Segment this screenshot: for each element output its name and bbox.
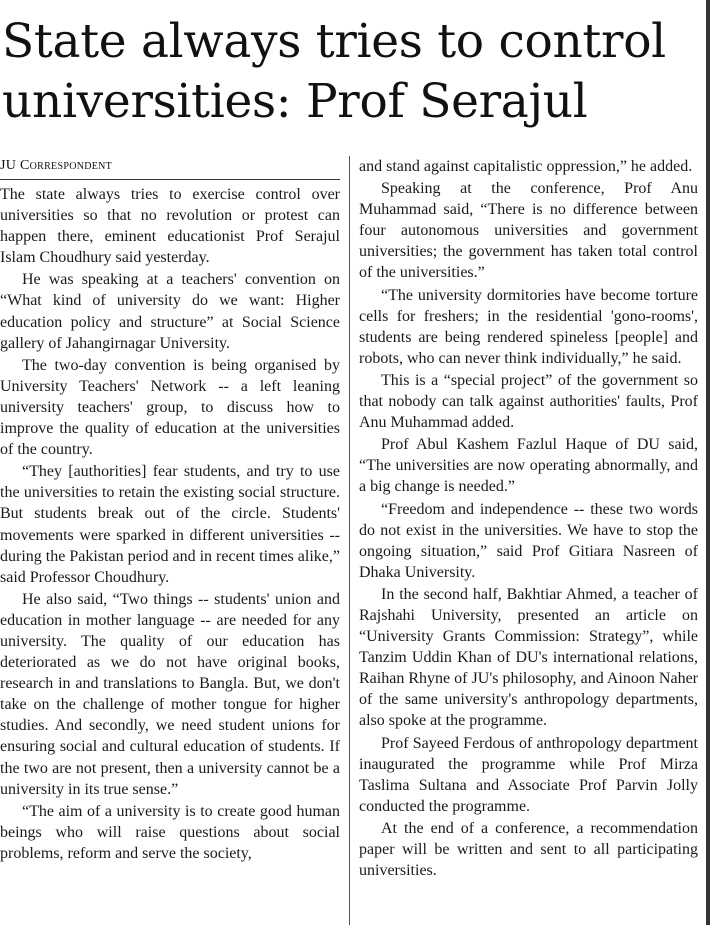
article-column-2: [359, 156, 698, 925]
paragraph: and stand against capitalistic oppression,” he added.: [359, 158, 693, 175]
byline: JU Correspondent: [0, 156, 340, 180]
headline: State always tries to control universities: Prof Serajul: [2, 14, 666, 129]
page-edge: [706, 0, 710, 925]
paragraph: The state always tries to exercise control over universities so that no revolution or protest can happen there, eminent educationist Prof Serajul Islam Choudhury said yesterday.: [0, 186, 340, 267]
paragraph: Prof Abul Kashem Fazlul Haque of DU said, “The universities are now operating abnormally, and a big change is needed.”: [359, 436, 698, 496]
paragraph: This is a “special project” of the government so that nobody can talk against authorities' faults, Prof Anu Muhammad added.: [359, 371, 698, 432]
article-column-1: [0, 156, 340, 925]
paragraph: “The university dormitories have become torture cells for freshers; in the residential 'gono-rooms', students are being rendered spineless [people] and robots, who can never think individually,” he said.: [359, 286, 698, 367]
paragraph: “They [authorities] fear students, and try to use the universities to retain the existing social structure. But students break out of the circle. Students' movements were sparked in different universities -- during the Pakistan period and in recent times alike,” said Professor Choudhury.: [0, 463, 340, 586]
paragraph: At the end of a conference, a recommendation paper will be written and sent to all participating universities.: [359, 819, 698, 880]
paragraph: The two-day convention is being organised by University Teachers' Network -- a left leaning university teachers' group, to discuss how to improve the quality of education at the universities of the country.: [0, 356, 340, 459]
paragraph: In the second half, Bakhtiar Ahmed, a teacher of Rajshahi University, presented an article on “University Grants Commission: Strategy”, while Tanzim Uddin Khan of DU's international relations, Raihan Rhyne of JU's philosophy, and Ainoon Naher of the same university's anthropology departments, also spoke at the programme.: [359, 585, 698, 730]
paragraph: Speaking at the conference, Prof Anu Muhammad said, “There is no difference between four autonomous universities and government universities; the government has taken total control of the universities.”: [359, 180, 698, 282]
paragraph: He also said, “Two things -- students' union and education in mother language -- are needed for any university. The quality of our education has deteriorated as we do not have original books, research in and translations to Bangla. But, we don't take on the challenge of mother tongue for higher studies. And secondly, we need student unions for ensuring social and cultural education of students. If the two are not present, then a university cannot be a university in its true sense.”: [0, 590, 340, 798]
paragraph: “Freedom and independence -- these two words do not exist in the universities. We have to stop the ongoing situation,” said Prof Gitiara Nasreen of Dhaka University.: [359, 500, 698, 581]
column-divider: [349, 156, 350, 925]
paragraph: Prof Sayeed Ferdous of anthropology department inaugurated the programme while Prof Mirza Taslima Sultana and Associate Prof Parvin Jolly conducted the programme.: [359, 734, 698, 815]
paragraph: He was speaking at a teachers' convention on “What kind of university do we want: Higher education policy and structure” at Social Science gallery of Jahangirnagar University.: [0, 271, 340, 352]
paragraph: “The aim of a university is to create good human beings who will raise questions about social problems, reform and serve the society,: [0, 802, 340, 862]
